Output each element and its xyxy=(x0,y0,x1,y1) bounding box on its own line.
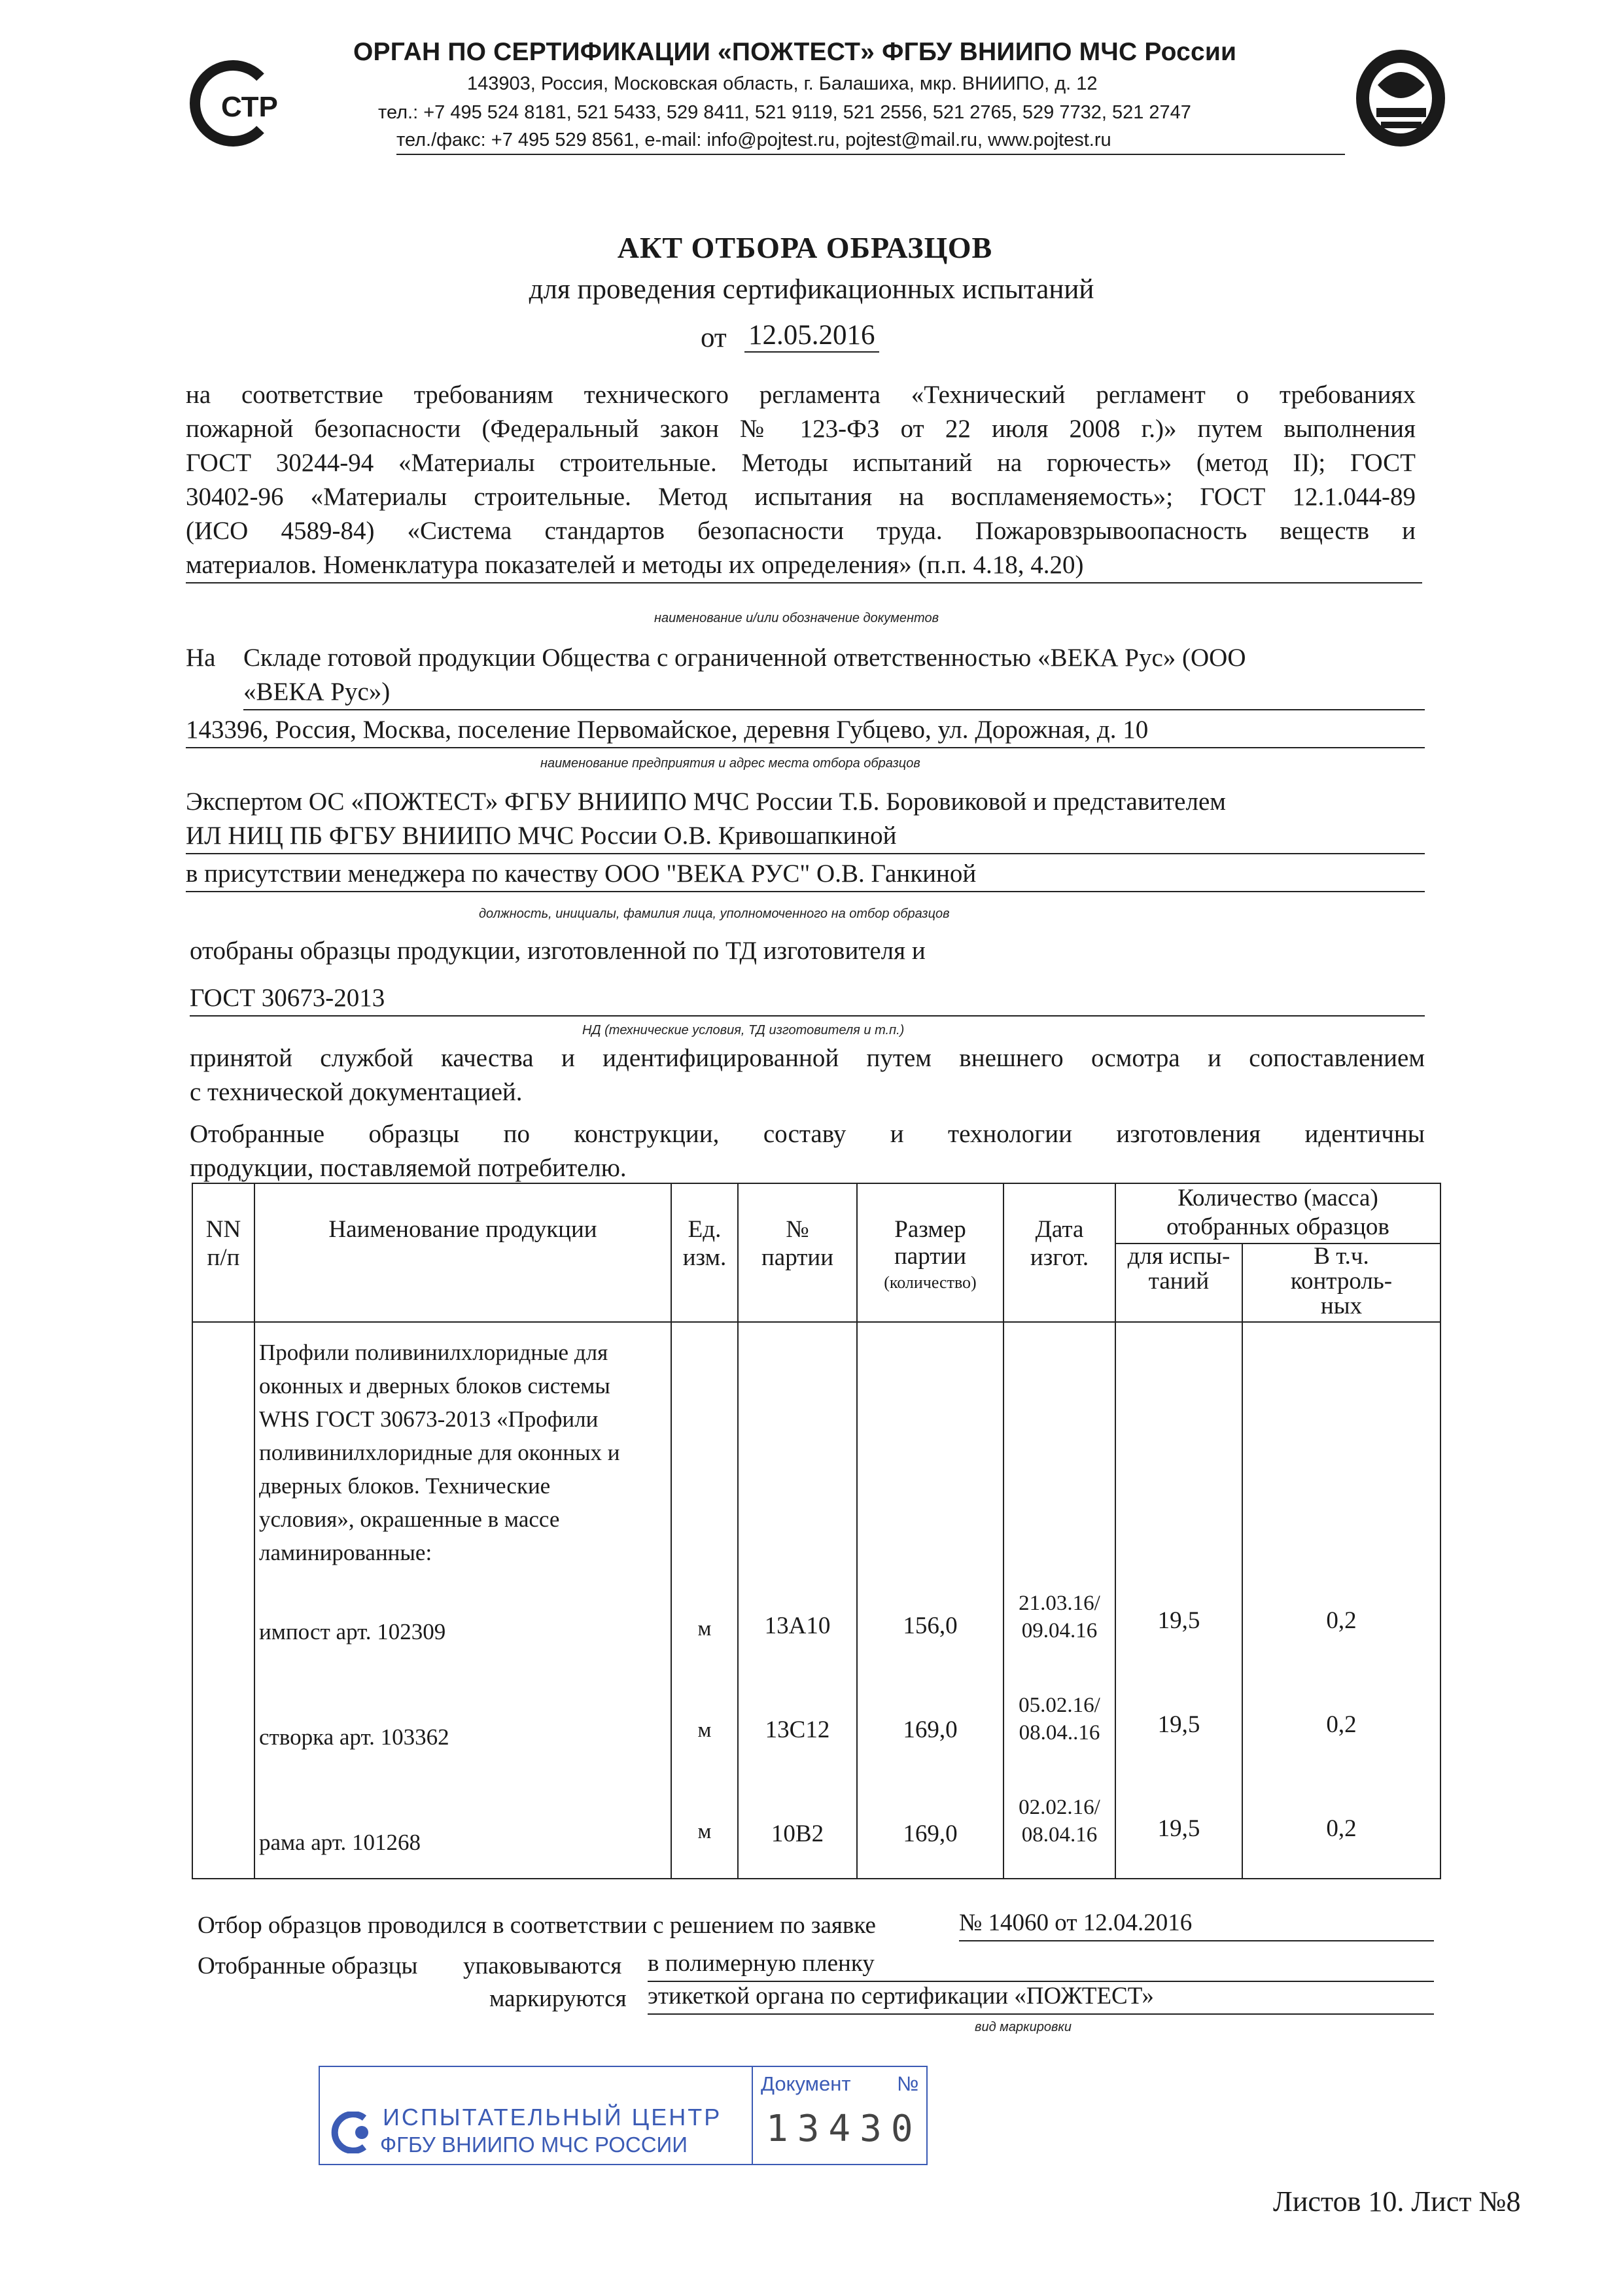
cell-batches xyxy=(738,1322,857,1879)
header-ctrl xyxy=(1242,1244,1440,1322)
stamp-line-2: ФГБУ ВНИИПО МЧС РОССИИ xyxy=(380,2132,688,2157)
product-desc-1: Профили поливинилхлоридные для xyxy=(259,1340,608,1365)
cell-units xyxy=(671,1322,738,1879)
header-size-label: Размер xyxy=(894,1216,966,1243)
row-3-ctrl: 0,2 xyxy=(1326,1815,1357,1842)
expert-line-1: Экспертом ОС «ПОЖТЕСТ» ФГБУ ВНИИПО МЧС России Т.Б. Боровиковой и представителем xyxy=(186,788,1226,816)
cell-product xyxy=(254,1322,671,1879)
header-ctrl-label: В т.ч. xyxy=(1314,1243,1369,1270)
header-qty xyxy=(1115,1183,1440,1244)
marking-caption: вид маркировки xyxy=(975,2020,1072,2034)
header-name-label: Наименование продукции xyxy=(328,1216,597,1243)
row-3-name: рама арт. 101268 xyxy=(259,1830,421,1855)
compliance-line-5: (ИСО 4589-84) «Система стандартов безопасности труда. Пожаровзрывоопасность веществ и xyxy=(186,517,1416,545)
stamp-doc-label: Документ xyxy=(761,2072,851,2095)
header-batch xyxy=(738,1183,857,1244)
stamp-line-1: ИСПЫТАТЕЛЬНЫЙ ЦЕНТР xyxy=(383,2104,722,2131)
table-header-row-1 xyxy=(192,1183,1440,1244)
location-caption: наименование предприятия и адрес места отбора образцов xyxy=(540,756,920,771)
sheet-number: Листов 10. Лист №8 xyxy=(1273,2185,1521,2218)
product-desc-2: оконных и дверных блоков системы xyxy=(259,1373,610,1399)
header-nn-2: п/п xyxy=(192,1244,254,1322)
header-date xyxy=(1003,1183,1115,1244)
org-title: ОРГАН ПО СЕРТИФИКАЦИИ «ПОЖТЕСТ» ФГБУ ВНИИПО МЧС России xyxy=(353,38,1237,66)
row-2-test: 19,5 xyxy=(1157,1711,1200,1738)
location-prefix: На xyxy=(186,644,216,672)
header-unit-2: изм. xyxy=(671,1244,738,1322)
cell-ctrls xyxy=(1242,1322,1440,1879)
location-line-2: «ВЕКА Рус») xyxy=(243,675,1425,710)
row-3-test: 19,5 xyxy=(1157,1815,1200,1842)
row-1-size: 156,0 xyxy=(903,1612,958,1639)
stamp-number-box xyxy=(752,2066,928,2164)
sampled-line-2: ГОСТ 30673-2013 xyxy=(190,981,1425,1017)
decision-prefix: Отбор образцов проводился в соответствии с решением по заявке xyxy=(198,1912,876,1939)
pack-prefix: Отобранные образцы xyxy=(198,1953,418,1979)
documents-caption: наименование и/или обозначение документов xyxy=(654,611,939,625)
registration-stamp xyxy=(319,2066,928,2165)
pack-verb: упаковываются xyxy=(463,1953,622,1979)
row-2-size: 169,0 xyxy=(903,1716,958,1743)
header-qty-label: Количество (масса) xyxy=(1178,1185,1378,1211)
header-test-label: для испы- xyxy=(1127,1243,1230,1270)
header-size xyxy=(857,1183,1003,1244)
row-3-size: 169,0 xyxy=(903,1820,958,1847)
table-row xyxy=(192,1322,1440,1879)
pack-value: в полимерную пленку xyxy=(648,1947,1434,1982)
row-1-unit: м xyxy=(697,1617,712,1641)
header-size-label-3: (количество) xyxy=(884,1273,977,1292)
header-date-2: изгот. xyxy=(1003,1244,1115,1322)
header-unit-label: Ед. xyxy=(688,1216,722,1243)
header-name xyxy=(254,1183,671,1244)
row-3-unit: м xyxy=(697,1820,712,1843)
row-2-date-2: 08.04..16 xyxy=(1019,1721,1100,1745)
cell-tests xyxy=(1115,1322,1242,1879)
header-qty-label-2: отобранных образцов xyxy=(1166,1213,1389,1240)
row-1-batch: 13А10 xyxy=(764,1612,831,1639)
nd-caption: НД (технические условия, ТД изготовителя и т.п.) xyxy=(582,1023,905,1037)
header-test-label-2: таний xyxy=(1148,1268,1210,1295)
sampled-line-5: Отобранные образцы по конструкции, составу и технологии изготовления идентичны xyxy=(190,1120,1425,1148)
row-3-batch: 10В2 xyxy=(771,1820,824,1847)
product-desc-7: ламинированные: xyxy=(259,1540,432,1565)
header-name-2 xyxy=(254,1244,671,1322)
expert-text xyxy=(186,785,1425,892)
mark-verb: маркируются xyxy=(489,1985,627,2012)
cell-nn xyxy=(192,1322,254,1879)
header-ctrl-label-2: контроль- xyxy=(1290,1268,1393,1295)
cell-sizes xyxy=(857,1322,1003,1879)
header-batch-2: партии xyxy=(738,1244,857,1322)
date-prefix: от xyxy=(701,322,727,353)
compliance-line-4: 30402-96 «Материалы строительные. Метод испытания на воспламеняемость»; ГОСТ 12.1.044-89 xyxy=(186,483,1416,511)
row-1-date-1: 21.03.16/ xyxy=(1019,1592,1100,1615)
header-phones: тел.: +7 495 524 8181, 521 5433, 529 8411, 521 9119, 521 2556, 521 2765, 529 7732, 521 2747 xyxy=(378,102,1191,123)
location-line-1: Складе готовой продукции Общества с ограниченной ответственностью «ВЕКА Рус» (ООО xyxy=(243,644,1246,672)
logo-left-text: СТР xyxy=(221,91,278,123)
row-3-date-1: 02.02.16/ xyxy=(1019,1796,1100,1819)
header-test xyxy=(1115,1244,1242,1322)
location-line-3: 143396, Россия, Москва, поселение Первомайское, деревня Губцево, ул. Дорожная, д. 10 xyxy=(186,713,1425,748)
decision-value: № 14060 от 12.04.2016 xyxy=(959,1906,1434,1941)
expert-caption: должность, инициалы, фамилия лица, уполномоченного на отбор образцов xyxy=(479,907,950,921)
sampled-line-3: принятой службой качества и идентифицированной путем внешнего осмотра и сопоставлением xyxy=(190,1044,1425,1072)
row-2-ctrl: 0,2 xyxy=(1326,1711,1357,1738)
expert-line-2: ИЛ НИЦ ПБ ФГБУ ВНИИПО МЧС России О.В. Кривошапкиной xyxy=(186,819,1425,854)
product-desc-6: условия», окрашенные в массе xyxy=(259,1506,560,1532)
product-desc-3: WHS ГОСТ 30673-2013 «Профили xyxy=(259,1406,599,1432)
row-2-batch: 13С12 xyxy=(765,1716,830,1743)
sampled-paragraph xyxy=(190,1041,1425,1185)
product-desc-5: дверных блоков. Технические xyxy=(259,1473,551,1499)
act-title: АКТ ОТБОРА ОБРАЗЦОВ xyxy=(617,231,993,264)
table-header-row-2 xyxy=(192,1244,1440,1322)
compliance-text xyxy=(186,378,1416,583)
header-ctrl-label-3: ных xyxy=(1320,1293,1363,1319)
header-fax-email: тел./факс: +7 495 529 8561, e-mail: info@pojtest.ru, pojtest@mail.ru, www.pojtest.ru xyxy=(396,130,1345,155)
compliance-line-6: материалов. Номенклатура показателей и методы их определения» (п.п. 4.18, 4.20) xyxy=(186,548,1422,583)
header-batch-label: № xyxy=(786,1216,809,1243)
row-1-name: импост арт. 102309 xyxy=(259,1619,446,1644)
row-3-date-2: 08.04.16 xyxy=(1021,1823,1098,1847)
row-2-unit: м xyxy=(697,1718,712,1742)
cell-dates xyxy=(1003,1322,1115,1879)
compliance-line-1: на соответствие требованиям технического регламента «Технический регламент о требованиях xyxy=(186,381,1416,409)
header-date-label: Дата xyxy=(1035,1216,1084,1243)
compliance-line-2: пожарной безопасности (Федеральный закон № 123-ФЗ от 22 июля 2008 г.)» путем выполнения xyxy=(186,415,1416,443)
expert-line-3: в присутствии менеджера по качеству ООО "ВЕКА РУС" О.В. Ганкиной xyxy=(186,857,1425,892)
row-1-test: 19,5 xyxy=(1157,1607,1200,1634)
header-address: 143903, Россия, Московская область, г. Балашиха, мкр. ВНИИПО, д. 12 xyxy=(467,73,1098,94)
mark-value: этикеткой органа по сертификации «ПОЖТЕСТ» xyxy=(648,1979,1434,2015)
header-nn xyxy=(192,1183,254,1244)
sampled-line-6: продукции, поставляемой потребителю. xyxy=(190,1154,627,1182)
header-size-label-2: партии xyxy=(894,1243,966,1270)
act-date: 12.05.2016 xyxy=(744,319,879,353)
emblem-logo xyxy=(1352,46,1450,150)
sampled-line-1: отобраны образцы продукции, изготовленной по ТД изготовителя и xyxy=(190,937,926,965)
stamp-logo xyxy=(325,2112,377,2153)
sampled-line-4: с технической документацией. xyxy=(190,1078,523,1106)
compliance-line-3: ГОСТ 30244-94 «Материалы строительные. Методы испытаний на горючесть» (метод II); ГОСТ xyxy=(186,449,1416,477)
stamp-number: 13430 xyxy=(766,2108,922,2150)
header-size-2 xyxy=(857,1244,1003,1322)
product-desc-4: поливинилхлоридные для оконных и xyxy=(259,1440,620,1465)
row-1-date-2: 09.04.16 xyxy=(1021,1619,1098,1643)
stamp-no-label: № xyxy=(897,2072,919,2095)
header-unit xyxy=(671,1183,738,1244)
row-2-date-1: 05.02.16/ xyxy=(1019,1694,1100,1717)
row-1-ctrl: 0,2 xyxy=(1326,1607,1357,1634)
row-2-name: створка арт. 103362 xyxy=(259,1724,449,1750)
act-subtitle: для проведения сертификационных испытаний xyxy=(529,274,1094,305)
header-nn-label: NN xyxy=(205,1216,241,1243)
certification-logo xyxy=(183,58,288,149)
samples-table xyxy=(192,1183,1441,1879)
